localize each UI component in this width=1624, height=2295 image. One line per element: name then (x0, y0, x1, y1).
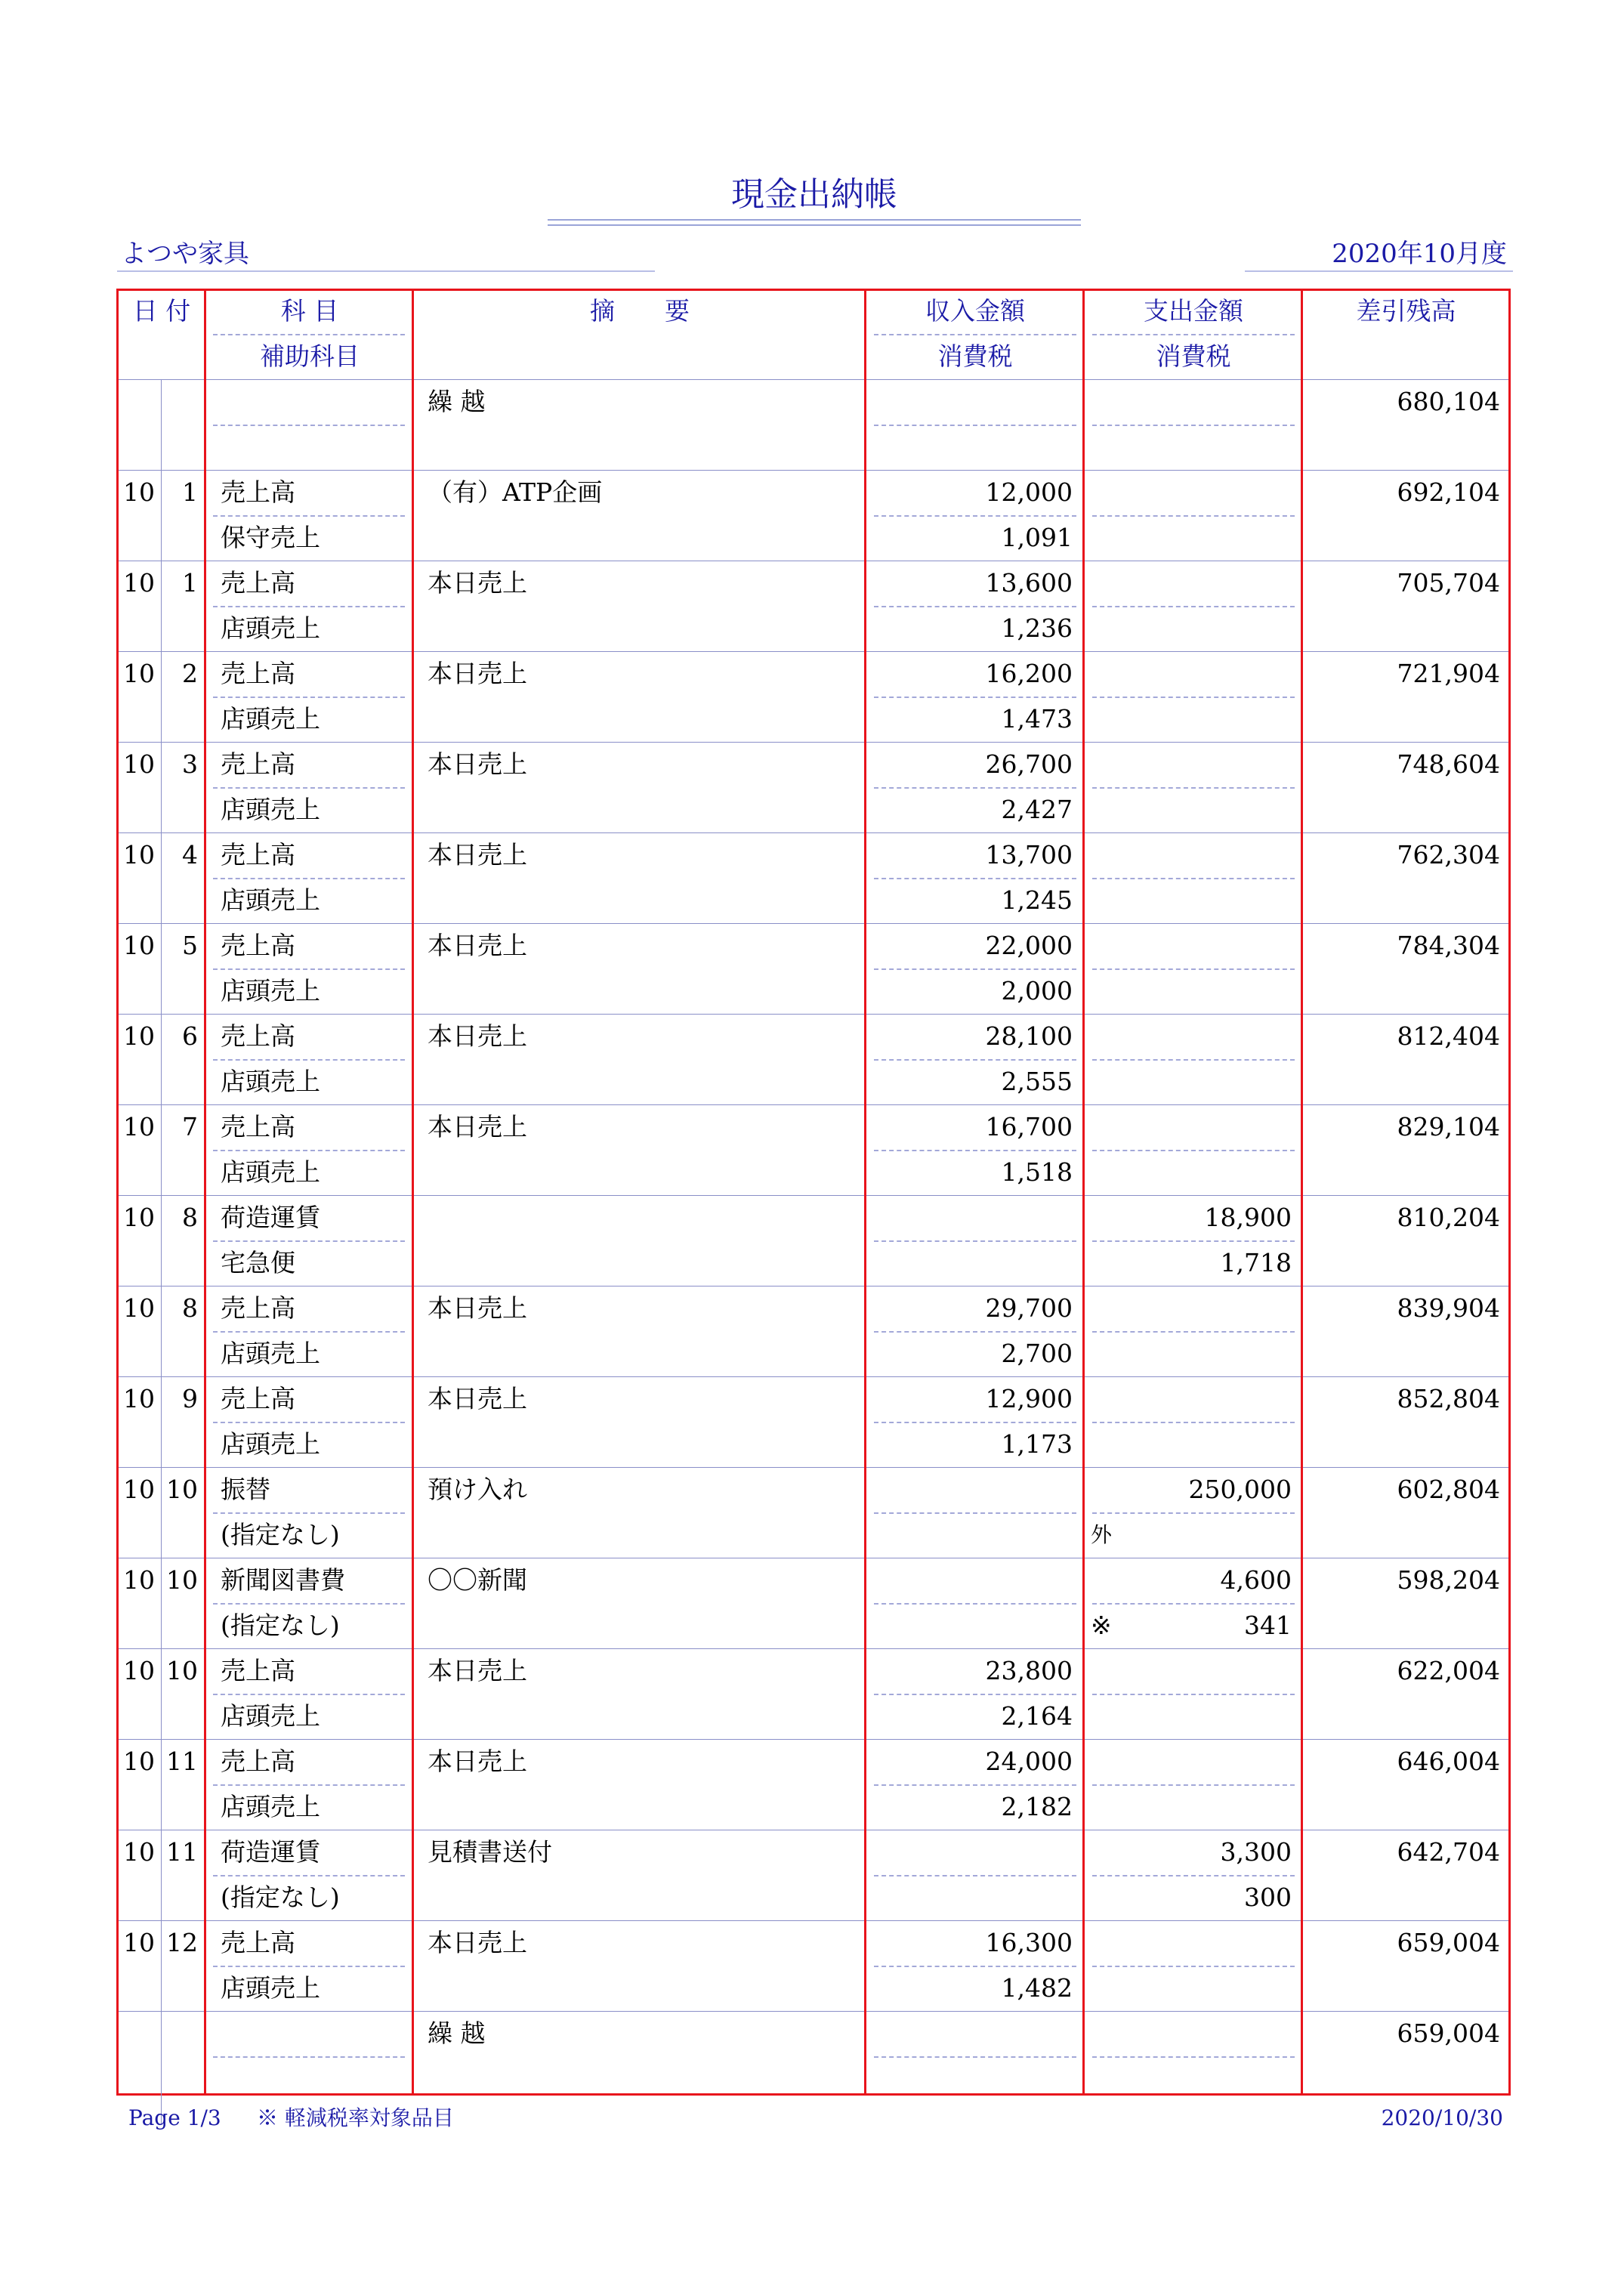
row-balance: 839,904 (1397, 1293, 1500, 1323)
row-month: 10 (123, 1112, 155, 1141)
row-account: 売上高 (221, 477, 295, 507)
row-description: 預け入れ (428, 1475, 527, 1504)
row-expense: 4,600 (1220, 1565, 1292, 1595)
row-day: 5 (182, 931, 198, 960)
row-month: 10 (123, 1021, 155, 1051)
row-mid-dash (1092, 515, 1295, 517)
row-sub-account: 店頭売上 (221, 976, 320, 1005)
row-month: 10 (123, 1928, 155, 1957)
row-mid-dash (213, 2056, 405, 2058)
row-expense: 18,900 (1204, 1203, 1292, 1232)
title-underline (548, 219, 1081, 221)
row-balance: 721,904 (1397, 659, 1500, 688)
row-day: 10 (166, 1565, 198, 1595)
row-description: 本日売上 (428, 1112, 527, 1141)
row-income: 13,600 (985, 568, 1073, 598)
row-mid-dash (874, 1512, 1076, 1514)
row-mid-dash (1092, 1331, 1295, 1333)
row-balance: 829,104 (1397, 1112, 1500, 1141)
row-account: 売上高 (221, 840, 295, 870)
row-income: 16,200 (985, 659, 1073, 688)
row-rule (119, 1104, 1508, 1105)
row-sub-account: 保守売上 (221, 523, 320, 552)
header-bottom-rule (119, 379, 1508, 380)
row-expense-tax: 1,718 (1220, 1248, 1292, 1277)
column-separator (1082, 289, 1085, 2096)
row-income: 29,700 (985, 1293, 1073, 1323)
row-day: 1 (182, 568, 198, 598)
row-description: 本日売上 (428, 749, 527, 779)
row-balance: 784,304 (1397, 931, 1500, 960)
row-mid-dash (1092, 1966, 1295, 1967)
row-account: 売上高 (221, 1656, 295, 1685)
row-month: 10 (123, 1203, 155, 1232)
row-rule (119, 470, 1508, 471)
row-description: 本日売上 (428, 1656, 527, 1685)
row-sub-account: 店頭売上 (221, 1973, 320, 2003)
row-account: 振替 (221, 1475, 270, 1504)
row-day: 8 (182, 1203, 198, 1232)
row-month: 10 (123, 840, 155, 870)
row-day: 11 (166, 1837, 198, 1867)
row-balance: 659,004 (1397, 1928, 1500, 1957)
period-label: 2020年10月度 (1332, 239, 1507, 269)
row-income: 23,800 (985, 1656, 1073, 1685)
row-day: 3 (182, 749, 198, 779)
row-rule (119, 651, 1508, 652)
row-day: 7 (182, 1112, 198, 1141)
header-mid-dash (874, 334, 1076, 335)
row-account: 売上高 (221, 749, 295, 779)
row-balance: 852,804 (1397, 1384, 1500, 1413)
row-sub-account: (指定なし) (221, 1520, 340, 1549)
row-description: 本日売上 (428, 931, 527, 960)
row-income-tax: 2,555 (1001, 1067, 1073, 1096)
row-mid-dash (1092, 1059, 1295, 1061)
row-balance: 646,004 (1397, 1747, 1500, 1776)
row-day: 9 (182, 1384, 198, 1413)
row-account: 売上高 (221, 931, 295, 960)
company-name: よつや家具 (121, 239, 249, 269)
row-balance: 812,404 (1397, 1021, 1500, 1051)
row-month: 10 (123, 1475, 155, 1504)
column-separator (412, 289, 414, 2096)
row-mid-dash (874, 1240, 1076, 1242)
row-mid-dash (213, 425, 405, 426)
footer-page: Page 1/3 (128, 2105, 221, 2130)
row-day: 4 (182, 840, 198, 870)
row-description: 本日売上 (428, 1021, 527, 1051)
document-title: 現金出納帳 (731, 175, 897, 214)
row-mid-dash (1092, 1150, 1295, 1151)
row-account: 売上高 (221, 1747, 295, 1776)
period-underline (1245, 270, 1513, 272)
row-mid-dash (1092, 2056, 1295, 2058)
row-expense-tax: 300 (1244, 1883, 1292, 1912)
row-mid-dash (1092, 425, 1295, 426)
row-description: （有）ATP企画 (428, 477, 603, 507)
row-income: 28,100 (985, 1021, 1073, 1051)
row-day: 10 (166, 1475, 198, 1504)
row-income: 12,900 (985, 1384, 1073, 1413)
row-balance: 622,004 (1397, 1656, 1500, 1685)
row-income: 26,700 (985, 749, 1073, 779)
row-income-tax: 1,482 (1001, 1973, 1073, 2003)
row-description: 本日売上 (428, 659, 527, 688)
row-description: 本日売上 (428, 1293, 527, 1323)
row-description: 本日売上 (428, 568, 527, 598)
row-rule (119, 1648, 1508, 1649)
row-rule (119, 2011, 1508, 2012)
row-income-tax: 2,182 (1001, 1792, 1073, 1821)
row-expense: 250,000 (1188, 1475, 1292, 1504)
row-description: 見積書送付 (428, 1837, 552, 1867)
row-description: 本日売上 (428, 1747, 527, 1776)
row-income: 16,700 (985, 1112, 1073, 1141)
row-rule (119, 1195, 1508, 1196)
row-rule (119, 1376, 1508, 1377)
row-rule (119, 742, 1508, 743)
row-income-tax: 1,236 (1001, 613, 1073, 643)
row-rule (119, 1739, 1508, 1740)
column-separator (204, 289, 206, 2096)
row-month: 10 (123, 1384, 155, 1413)
row-mid-dash (1092, 1512, 1295, 1514)
row-month: 10 (123, 477, 155, 507)
row-income-tax: 1,091 (1001, 523, 1073, 552)
row-month: 10 (123, 1747, 155, 1776)
row-day: 2 (182, 659, 198, 688)
row-mid-dash (1092, 697, 1295, 698)
row-month: 10 (123, 931, 155, 960)
row-income: 13,700 (985, 840, 1073, 870)
row-mid-dash (1092, 1422, 1295, 1423)
row-day: 8 (182, 1293, 198, 1323)
row-income-tax: 1,473 (1001, 704, 1073, 734)
row-rule (119, 1920, 1508, 1921)
row-sub-account: 店頭売上 (221, 885, 320, 915)
row-day: 11 (166, 1747, 198, 1776)
row-mid-dash (874, 425, 1076, 426)
row-account: 荷造運賃 (221, 1203, 320, 1232)
row-income: 16,300 (985, 1928, 1073, 1957)
row-description: 〇〇新聞 (428, 1565, 527, 1595)
row-income: 24,000 (985, 1747, 1073, 1776)
row-income-tax: 2,427 (1001, 795, 1073, 824)
row-balance: 810,204 (1397, 1203, 1500, 1232)
row-description: 本日売上 (428, 1384, 527, 1413)
row-rule (119, 923, 1508, 924)
row-income-tax: 1,518 (1001, 1157, 1073, 1187)
row-income-tax: 2,164 (1001, 1701, 1073, 1731)
row-income-tax: 2,000 (1001, 976, 1073, 1005)
row-description: 本日売上 (428, 840, 527, 870)
row-account: 売上高 (221, 1928, 295, 1957)
row-mid-dash (874, 1875, 1076, 1876)
row-income: 12,000 (985, 477, 1073, 507)
row-month: 10 (123, 568, 155, 598)
row-sub-account: 店頭売上 (221, 1339, 320, 1368)
row-description: 本日売上 (428, 1928, 527, 1957)
row-expense-mark: ※ (1091, 1611, 1112, 1640)
title-underline (548, 224, 1081, 226)
row-account: 売上高 (221, 1384, 295, 1413)
row-sub-account: 店頭売上 (221, 1067, 320, 1096)
column-separator (1301, 289, 1303, 2096)
row-balance: 762,304 (1397, 840, 1500, 870)
row-month: 10 (123, 659, 155, 688)
header-expense-tax: 消費税 (1156, 341, 1231, 371)
row-balance: 602,804 (1397, 1475, 1500, 1504)
row-day: 12 (166, 1928, 198, 1957)
row-income-tax: 2,700 (1001, 1339, 1073, 1368)
row-account: 売上高 (221, 1293, 295, 1323)
row-account: 新聞図書費 (221, 1565, 345, 1595)
row-day: 6 (182, 1021, 198, 1051)
row-balance: 642,704 (1397, 1837, 1500, 1867)
company-underline (117, 270, 655, 272)
header-income-tax: 消費税 (937, 341, 1013, 371)
row-income-tax: 1,173 (1001, 1429, 1073, 1459)
row-sub-account: 店頭売上 (221, 1429, 320, 1459)
row-expense-mark: 外 (1091, 1522, 1113, 1547)
row-description: 繰 越 (428, 2019, 486, 2048)
row-income: 22,000 (985, 931, 1073, 960)
row-sub-account: (指定なし) (221, 1883, 340, 1912)
row-mid-dash (1092, 1694, 1295, 1695)
row-account: 売上高 (221, 1112, 295, 1141)
row-account: 荷造運賃 (221, 1837, 320, 1867)
row-day: 1 (182, 477, 198, 507)
row-mid-dash (874, 1603, 1076, 1605)
row-sub-account: (指定なし) (221, 1611, 340, 1640)
row-rule (119, 1014, 1508, 1015)
row-expense-tax: 341 (1244, 1611, 1292, 1640)
column-separator (864, 289, 866, 2096)
header-mid-dash (1092, 334, 1295, 335)
row-sub-account: 店頭売上 (221, 1157, 320, 1187)
header-mid-dash (213, 334, 405, 335)
row-sub-account: 宅急便 (221, 1248, 295, 1277)
header-account: 科 目 (280, 296, 339, 326)
row-description: 繰 越 (428, 387, 486, 416)
row-sub-account: 店頭売上 (221, 795, 320, 824)
footer-date: 2020/10/30 (1381, 2105, 1503, 2130)
row-account: 売上高 (221, 1021, 295, 1051)
row-sub-account: 店頭売上 (221, 704, 320, 734)
row-mid-dash (1092, 968, 1295, 970)
row-rule (119, 1467, 1508, 1468)
row-rule (119, 832, 1508, 833)
row-mid-dash (1092, 606, 1295, 607)
row-month: 10 (123, 1837, 155, 1867)
row-account: 売上高 (221, 568, 295, 598)
row-day: 10 (166, 1656, 198, 1685)
footer-note: ※ 軽減税率対象品目 (257, 2105, 454, 2130)
row-month: 10 (123, 749, 155, 779)
row-month: 10 (123, 1565, 155, 1595)
header-description: 摘 要 (590, 296, 690, 326)
row-sub-account: 店頭売上 (221, 1792, 320, 1821)
header-sub-account: 補助科目 (260, 341, 360, 371)
row-mid-dash (1092, 878, 1295, 879)
row-mid-dash (874, 2056, 1076, 2058)
header-income: 収入金額 (925, 296, 1025, 326)
row-sub-account: 店頭売上 (221, 613, 320, 643)
header-balance: 差引残高 (1356, 296, 1456, 326)
row-income-tax: 1,245 (1001, 885, 1073, 915)
header-date: 日 付 (132, 296, 191, 326)
row-sub-account: 店頭売上 (221, 1701, 320, 1731)
header-expense: 支出金額 (1144, 296, 1243, 326)
row-mid-dash (1092, 1784, 1295, 1786)
row-expense: 3,300 (1220, 1837, 1292, 1867)
row-balance: 705,704 (1397, 568, 1500, 598)
row-balance: 598,204 (1397, 1565, 1500, 1595)
row-account: 売上高 (221, 659, 295, 688)
row-balance: 748,604 (1397, 749, 1500, 779)
date-day-separator (161, 379, 162, 2124)
row-month: 10 (123, 1293, 155, 1323)
row-month: 10 (123, 1656, 155, 1685)
row-balance: 692,104 (1397, 477, 1500, 507)
row-mid-dash (1092, 787, 1295, 789)
row-balance: 680,104 (1397, 387, 1500, 416)
row-balance: 659,004 (1397, 2019, 1500, 2048)
